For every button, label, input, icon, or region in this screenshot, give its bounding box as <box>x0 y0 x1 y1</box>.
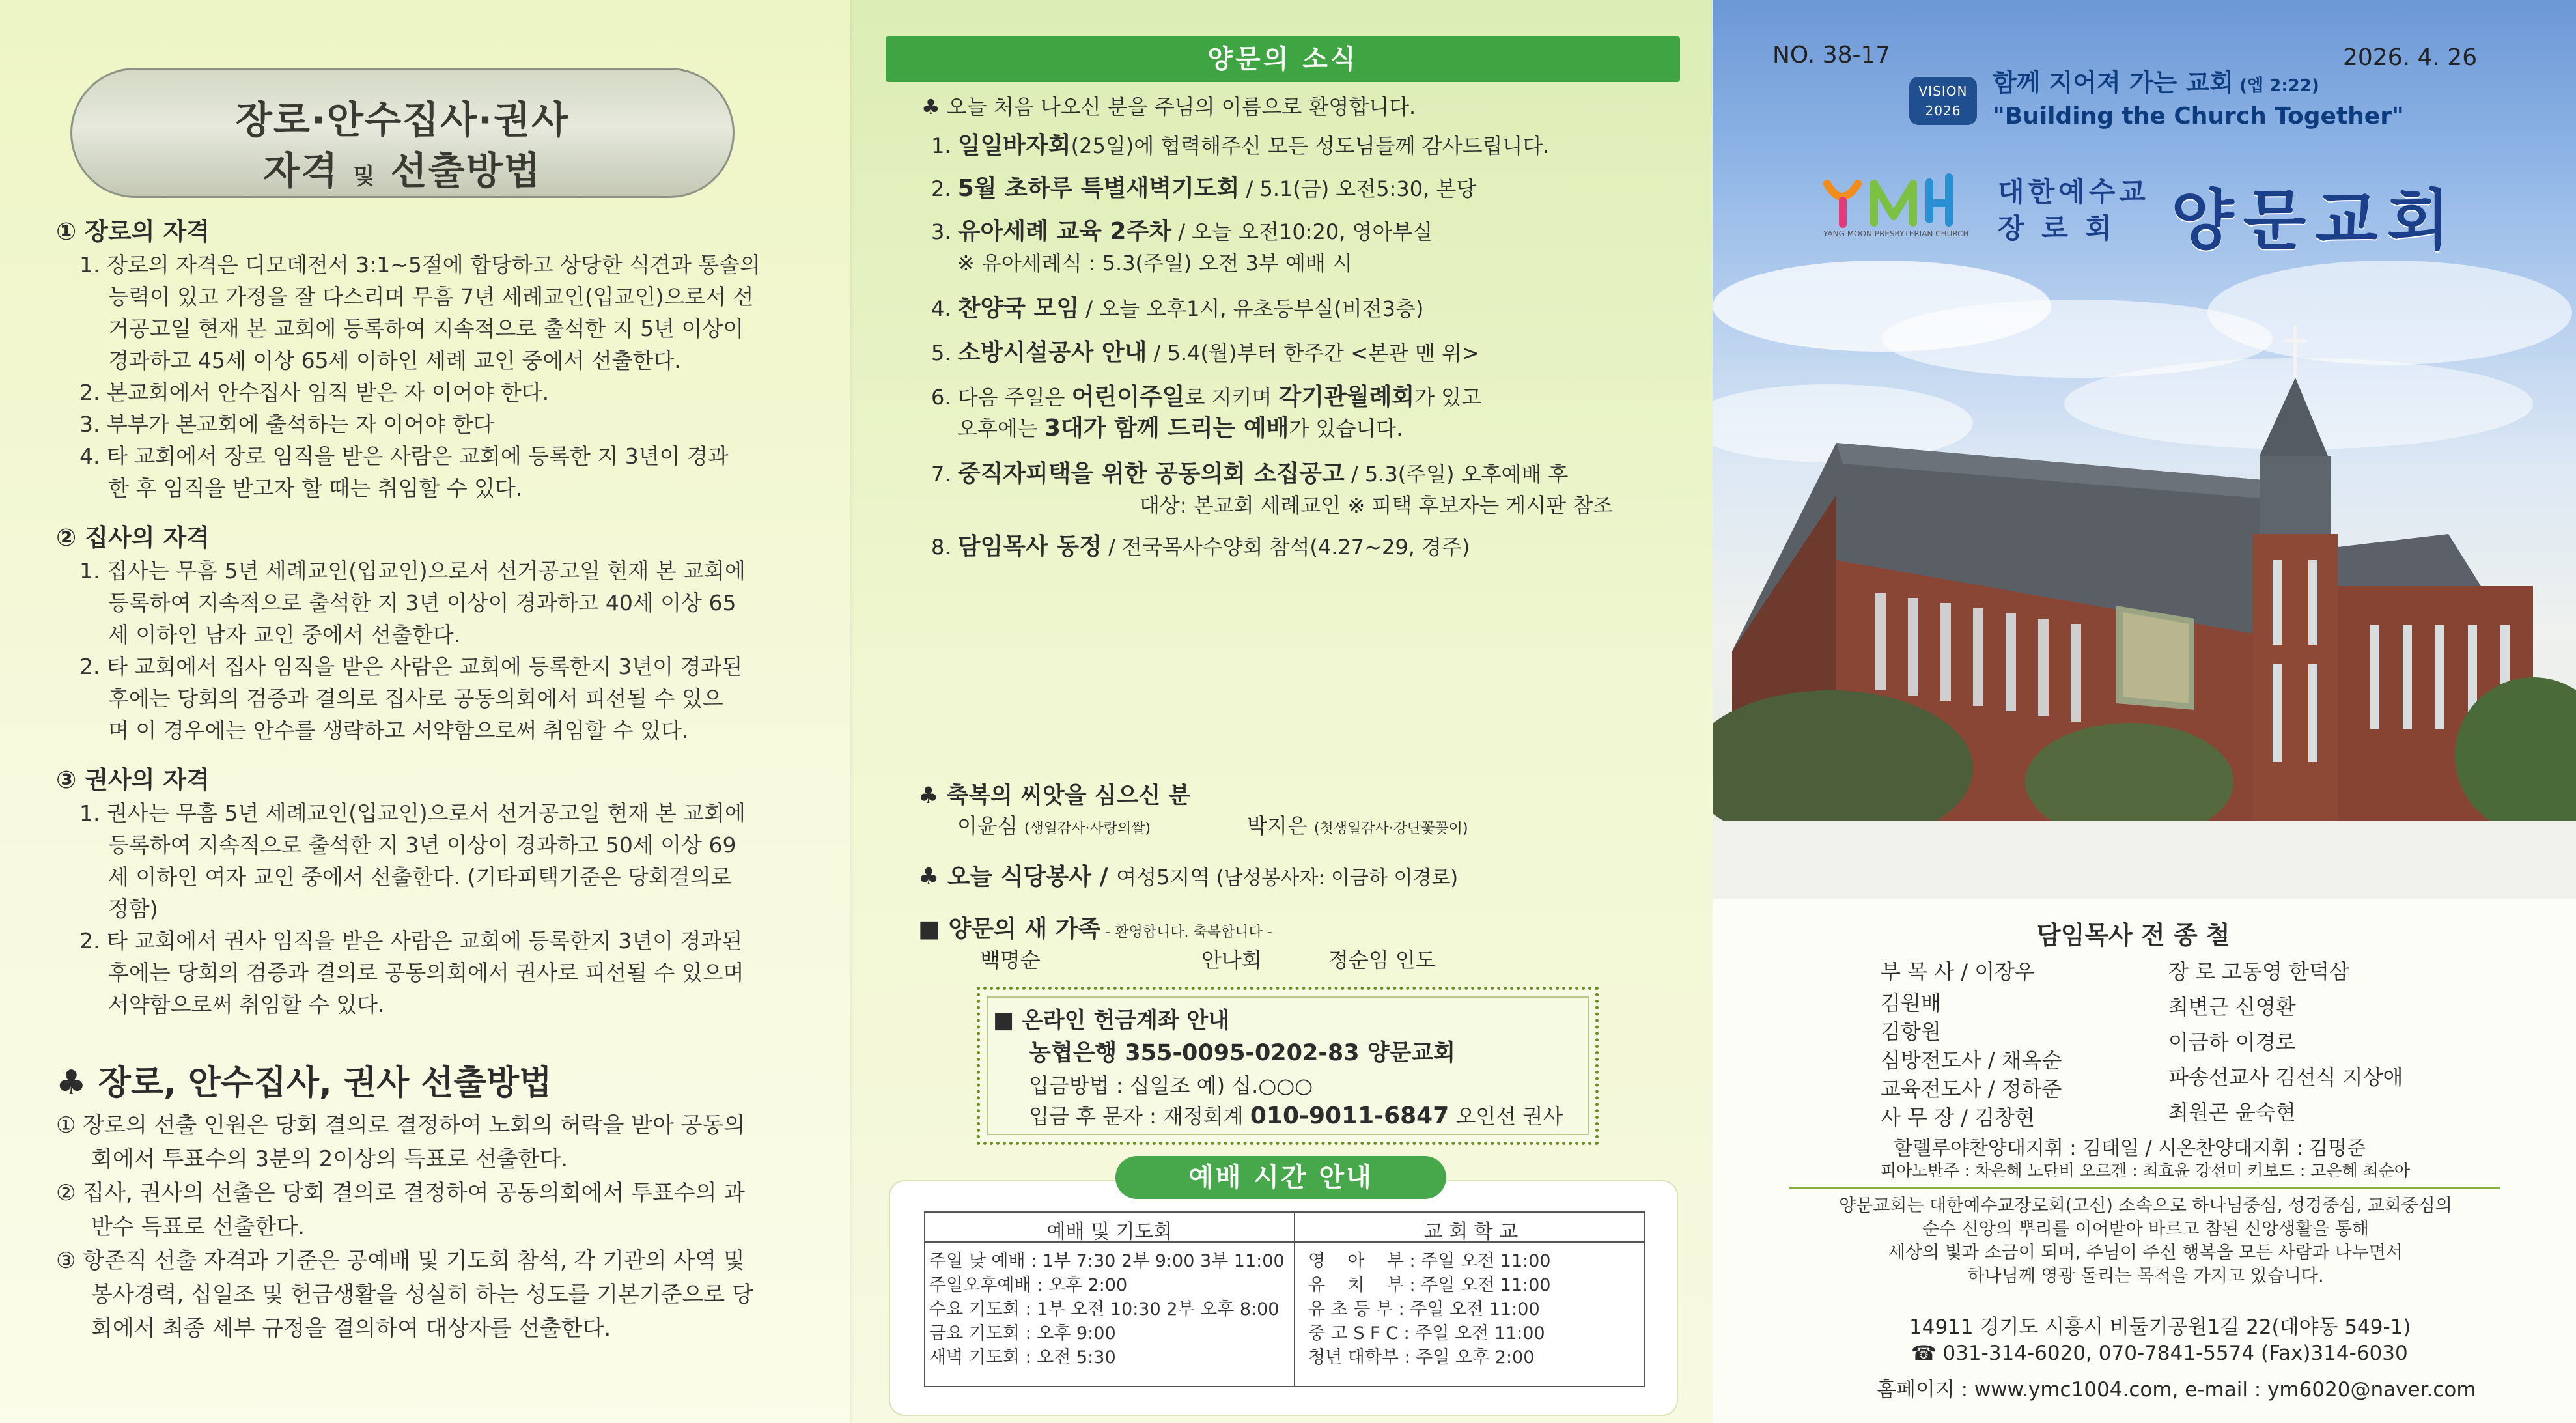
news-item-8: 8. 담임목사 동정 / 전국목사수양회 참석(4.27~29, 경주) <box>931 533 1470 560</box>
elder-line-4: 경과하고 45세 이상 65세 이하인 세례 교인 중에서 선출한다. <box>108 348 681 373</box>
denomination-line1: 대한예수교 <box>1998 176 2149 208</box>
worship-col-head: 예배 및 기도회 <box>1046 1220 1173 1243</box>
deacon-line-6: 며 이 경우에는 안수를 생략하고 서약함으로써 취임할 수 있다. <box>108 718 689 743</box>
worship-row-2: 주일오후예배 : 오후 2:00 <box>929 1275 1128 1295</box>
election-line-4: 반수 득표로 선출한다. <box>91 1214 305 1240</box>
news-item-6-line2: 오후에는 3대가 함께 드리는 예배가 있습니다. <box>957 415 1403 442</box>
deacon-line-4: 2. 타 교회에서 집사 임직을 받은 사람은 교회에 등록한지 3년이 경과된 <box>79 654 743 679</box>
news-item-2: 2. 5월 초하루 특별새벽기도회 / 5.1(금) 오전5:30, 본당 <box>931 175 1477 202</box>
bank-account: 농협은행 355-0095-0202-83 양문교회 <box>1029 1040 1456 1066</box>
bulletin-date: 2026. 4. 26 <box>2343 44 2478 71</box>
staff-left-4: 심방전도사 / 채옥순 <box>1881 1048 2062 1073</box>
election-line-2: 회에서 투표수의 3분의 2이상의 득표로 선출한다. <box>91 1146 568 1172</box>
school-row-3: 유 초 등 부 : 주일 오전 11:00 <box>1308 1299 1540 1319</box>
elder-heading: ① 장로의 자격 <box>56 218 210 246</box>
kwonsa-line-1: 1. 권사는 무흠 5년 세례교인(입교인)으로서 선거공고일 현재 본 교회에 <box>79 800 746 826</box>
vision-motto-korean: 함께 지어져 가는 교회 (엡 2:22) <box>1993 68 2319 97</box>
accompanists: 피아노반주 : 차은혜 노단비 오르겐 : 최효윤 강선미 키보드 : 고은혜 최순아 <box>1881 1161 2411 1180</box>
qualifications-title-line1: 장로·안수집사·권사 <box>235 98 570 142</box>
news-title-bar: 양문의 소식 <box>886 36 1680 82</box>
church-address: 14911 경기도 시흥시 비둘기공원1길 22(대야동 549-1) <box>1909 1316 2411 1339</box>
church-web-email: 홈페이지 : www.ymc1004.com, e-mail : ym6020@naver.com <box>1877 1378 2476 1402</box>
qualifications-panel <box>0 0 850 1423</box>
new-family-1: 백명순 <box>980 948 1041 972</box>
deacon-heading: ② 집사의 자격 <box>56 524 210 552</box>
new-family-heading: ■ 양문의 새 가족 - 환영합니다. 축복합니다 - <box>918 916 1272 942</box>
seed-heading: ♣ 축복의 씨앗을 심으신 분 <box>918 783 1191 809</box>
staff-left-6: 사 무 장 / 김창현 <box>1881 1105 2035 1130</box>
election-line-6: 봉사경력, 십일조 및 헌금생활을 성실히 하는 성도를 기본기준으로 당 <box>91 1282 753 1308</box>
seed-donor-1: 이윤심 (생일감사·사랑의쌀) <box>957 813 1151 838</box>
vision-motto-english: "Building the Church Together" <box>1993 103 2404 130</box>
worship-schedule-table <box>924 1211 1645 1387</box>
school-row-5: 청년 대학부 : 주일 오후 2:00 <box>1308 1347 1535 1368</box>
news-item-4: 4. 찬양국 모임 / 오늘 오후1시, 유초등부실(비전3층) <box>931 295 1424 322</box>
staff-left-5: 교육전도사 / 정하준 <box>1881 1077 2062 1101</box>
issue-number: NO. 38-17 <box>1772 42 1891 68</box>
meal-service: ♣ 오늘 식당봉사 / 여성5지역 (남성봉사자: 이금하 이경로) <box>918 864 1459 890</box>
election-method-heading: ♣ 장로, 안수집사, 권사 선출방법 <box>56 1064 552 1103</box>
kwonsa-line-3: 세 이하인 여자 교인 중에서 선출한다. (기타피택기준은 당회결의로 <box>108 864 732 890</box>
news-item-7: 7. 중직자피택을 위한 공동의회 소집공고 / 5.3(주일) 오후예배 후 <box>931 460 1569 487</box>
bank-heading: ■ 온라인 헌금계좌 안내 <box>993 1007 1230 1034</box>
qualifications-title-box <box>70 68 735 198</box>
kwonsa-line-2: 등록하여 지속적으로 출석한 지 3년 이상이 경과하고 50세 이상 69 <box>108 832 736 858</box>
church-photo <box>1713 0 2576 899</box>
elder-line-8: 한 후 임직을 받고자 할 때는 취임할 수 있다. <box>108 475 523 501</box>
kwonsa-line-7: 서약함으로써 취임할 수 있다. <box>108 992 385 1017</box>
seed-donor-2: 박지은 (첫생일감사·강단꽃꽂이) <box>1247 813 1468 838</box>
elder-line-5: 2. 본교회에서 안수집사 임직 받은 자 이어야 한다. <box>79 380 550 405</box>
kwonsa-line-5: 2. 타 교회에서 권사 임직을 받은 사람은 교회에 등록한지 3년이 경과된 <box>79 928 743 953</box>
worship-row-5: 새벽 기도회 : 오전 5:30 <box>929 1347 1116 1368</box>
elder-line-7: 4. 타 교회에서 장로 임직을 받은 사람은 교회에 등록한 지 3년이 경과 <box>79 444 729 469</box>
election-line-5: ③ 항존직 선출 자격과 기준은 공예배 및 기도회 참석, 각 기관의 사역 및 <box>56 1248 745 1274</box>
school-row-2: 유 치 부 : 주일 오전 11:00 <box>1308 1275 1551 1295</box>
school-row-1: 영 아 부 : 주일 오전 11:00 <box>1308 1251 1551 1271</box>
news-item-3: 3. 유아세례 교육 2주차 / 오늘 오전10:20, 영아부실 <box>931 218 1433 245</box>
deacon-line-5: 후에는 당회의 검증과 결의로 집사로 공동의회에서 피선될 수 있으 <box>108 686 723 711</box>
worship-title-bar: 예배 시간 안내 <box>1115 1156 1446 1199</box>
qualifications-title-line2: 자격 및 선출방법 <box>263 148 542 193</box>
kwonsa-line-6: 후에는 당회의 검증과 결의로 공동의회에서 권사로 피선될 수 있으며 <box>108 960 744 985</box>
news-item-5: 5. 소방시설공사 안내 / 5.4(월)부터 한주간 <본관 맨 위> <box>931 339 1479 366</box>
staff-right-1: 장 로 고동영 한덕삼 <box>2168 959 2349 984</box>
elder-line-1: 1. 장로의 자격은 디모데전서 3:1~5절에 합당하고 상당한 식견과 통솔의 <box>79 252 761 277</box>
staff-right-3: 이금하 이경로 <box>2168 1030 2296 1054</box>
school-row-4: 중 고 S F C : 주일 오전 11:00 <box>1308 1323 1545 1344</box>
deacon-line-2: 등록하여 지속적으로 출석한 지 3년 이상이 경과하고 40세 이상 65 <box>108 590 736 615</box>
logo-subtitle: YANG MOON PRESBYTERIAN CHURCH <box>1823 229 1969 238</box>
kwonsa-line-4: 정함) <box>108 896 158 922</box>
deacon-line-3: 세 이하인 남자 교인 중에서 선출한다. <box>108 622 461 647</box>
staff-right-5: 최원곤 윤숙현 <box>2168 1100 2296 1125</box>
denomination-line2: 장 로 회 <box>1998 212 2116 244</box>
vision-badge: VISION 2026 <box>1909 77 1977 125</box>
worship-row-4: 금요 기도회 : 오후 9:00 <box>929 1323 1116 1344</box>
senior-pastor: 담임목사 전 종 철 <box>2037 921 2230 950</box>
divider-line <box>1789 1187 2500 1189</box>
staff-left-3: 김항원 <box>1881 1019 1941 1044</box>
news-panel <box>850 0 1713 1423</box>
news-item-7-sub: 대상: 본교회 세례교인 ※ 피택 후보자는 게시판 참조 <box>1140 493 1614 518</box>
election-line-7: 회에서 최종 세부 규정을 결의하여 대상자를 선출한다. <box>91 1316 611 1342</box>
church-logo-icon <box>1822 171 1972 229</box>
new-family-2: 안나회 <box>1201 948 1262 972</box>
worship-row-3: 수요 기도회 : 1부 오전 10:30 2부 오후 8:00 <box>929 1299 1280 1319</box>
deacon-line-1: 1. 집사는 무흠 5년 세례교인(입교인)으로서 선거공고일 현재 본 교회에 <box>79 558 746 584</box>
news-item-6: 6. 다음 주일은 어린이주일로 지키며 각기관월례회가 있고 <box>931 384 1482 410</box>
staff-right-2: 최변근 신영환 <box>2168 994 2296 1019</box>
church-phone: ☎ 031-314-6020, 070-7841-5574 (Fax)314-6030 <box>1911 1342 2408 1365</box>
church-name: 양문교회 <box>2171 182 2459 259</box>
school-col-head: 교 회 학 교 <box>1423 1220 1519 1243</box>
elder-line-2: 능력이 있고 가정을 잘 다스리며 무흠 7년 세례교인(입교인)으로서 선 <box>108 284 754 309</box>
news-item-1: 1. 일일바자회(25일)에 협력해주신 모든 성도님들께 감사드립니다. <box>931 132 1550 159</box>
worship-row-1: 주일 낮 예배 : 1부 7:30 2부 9:00 3부 11:00 <box>929 1251 1285 1271</box>
welcome-text: ♣ 오늘 처음 나오신 분을 주님의 이름으로 환영합니다. <box>921 94 1416 119</box>
church-building-illustration <box>1713 0 2576 899</box>
election-line-1: ① 장로의 선출 인원은 당회 결의로 결정하여 노회의 허락을 받아 공동의 <box>56 1112 746 1138</box>
fold-shadow <box>850 0 854 1423</box>
elder-line-3: 거공고일 현재 본 교회에 등록하여 지속적으로 출석한 지 5년 이상이 <box>108 316 744 341</box>
staff-right-4: 파송선교사 김선식 지상애 <box>2168 1065 2403 1090</box>
election-line-3: ② 집사, 권사의 선출은 당회 결의로 결정하여 공동의회에서 투표수의 과 <box>56 1180 746 1206</box>
bank-message: 입금 후 문자 : 재정회계 010-9011-6847 오인선 권사 <box>1029 1103 1563 1129</box>
staff-left-2: 김원배 <box>1881 991 1941 1015</box>
worship-schedule-card <box>889 1180 1678 1416</box>
staff-left-1: 부 목 사 / 이장우 <box>1881 959 2035 984</box>
cover-panel <box>1713 0 2576 1423</box>
news-item-3-sub: ※ 유아세례식 : 5.3(주일) 오전 3부 예배 시 <box>957 251 1352 275</box>
elder-line-6: 3. 부부가 본교회에 출석하는 자 이어야 한다 <box>79 412 494 437</box>
new-family-3: 정순임 인도 <box>1328 948 1436 972</box>
kwonsa-heading: ③ 권사의 자격 <box>56 766 210 794</box>
choir-directors: 할렐루야찬양대지휘 : 김태일 / 시온찬양대지휘 : 김명준 <box>1894 1137 2366 1160</box>
bank-method: 입금방법 : 십일조 예) 십.○○○ <box>1029 1073 1313 1098</box>
church-description: 양문교회는 대한예수교장로회(고신) 소속으로 하나님중심, 성경중심, 교회중심의 순수 신앙의 뿌리를 이어받아 바르고 참된 신앙생활을 통해 세상의 빛과 소금이 되며, 주님이 주신 행복을 모든 사람과 나누면서 하나님께 영광 돌리는 목적을 가지고 있습니다. <box>1839 1196 2452 1286</box>
